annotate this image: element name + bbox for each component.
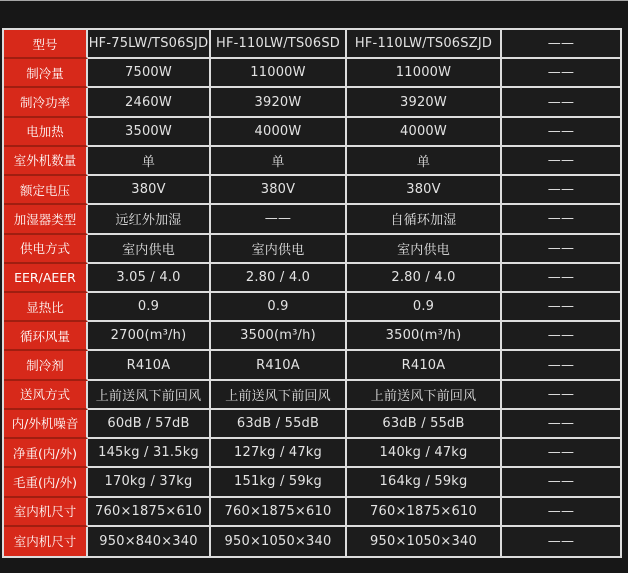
spec-cell-model-2: HF-110LW/TS06SD — [211, 30, 347, 59]
spec-cell-extra: —— — [502, 264, 620, 293]
spec-cell-model-2: 室内供电 — [211, 235, 347, 264]
table-row — [4, 176, 620, 205]
row-label: 型号 — [4, 30, 88, 59]
spec-cell-extra: —— — [502, 322, 620, 351]
spec-cell-model-3: HF-110LW/TS06SZJD — [347, 30, 502, 59]
spec-cell-extra: —— — [502, 88, 620, 117]
spec-cell-extra: —— — [502, 235, 620, 264]
spec-cell-model-1: 2460W — [88, 88, 211, 117]
spec-cell-model-2: 63dB / 55dB — [211, 410, 347, 439]
spec-cell-extra: —— — [502, 468, 620, 497]
spec-cell-model-3: 单 — [347, 147, 502, 176]
spec-cell-model-1: 145kg / 31.5kg — [88, 439, 211, 468]
spec-cell-model-3: 上前送风下前回风 — [347, 381, 502, 410]
table-row — [4, 322, 620, 351]
spec-cell-model-1: R410A — [88, 351, 211, 380]
spec-cell-model-3: 自循环加湿 — [347, 205, 502, 234]
table-row — [4, 235, 620, 264]
top-divider — [0, 0, 628, 1]
spec-cell-model-1: 3500W — [88, 118, 211, 147]
spec-cell-extra: —— — [502, 439, 620, 468]
spec-cell-extra: —— — [502, 351, 620, 380]
spec-cell-extra: —— — [502, 59, 620, 88]
row-label: 制冷功率 — [4, 88, 88, 117]
row-label: 送风方式 — [4, 381, 88, 410]
spec-cell-model-1: 60dB / 57dB — [88, 410, 211, 439]
spec-cell-model-1: 3.05 / 4.0 — [88, 264, 211, 293]
row-label: 电加热 — [4, 118, 88, 147]
row-label: 毛重(内/外) — [4, 468, 88, 497]
spec-cell-model-1: 2700(m³/h) — [88, 322, 211, 351]
spec-cell-model-1: 上前送风下前回风 — [88, 381, 211, 410]
spec-cell-model-2: 760×1875×610 — [211, 498, 347, 527]
spec-cell-model-2: 151kg / 59kg — [211, 468, 347, 497]
row-label: 内/外机噪音 — [4, 410, 88, 439]
spec-cell-model-1: HF-75LW/TS06SJD — [88, 30, 211, 59]
spec-cell-model-2: 3500(m³/h) — [211, 322, 347, 351]
spec-cell-model-3: 4000W — [347, 118, 502, 147]
spec-cell-model-3: R410A — [347, 351, 502, 380]
spec-cell-extra: —— — [502, 30, 620, 59]
spec-cell-model-1: 950×840×340 — [88, 527, 211, 556]
spec-cell-model-1: 7500W — [88, 59, 211, 88]
row-label: 制冷量 — [4, 59, 88, 88]
row-label: 循环风量 — [4, 322, 88, 351]
spec-cell-model-1: 远红外加湿 — [88, 205, 211, 234]
spec-cell-model-3: 164kg / 59kg — [347, 468, 502, 497]
spec-cell-model-1: 170kg / 37kg — [88, 468, 211, 497]
spec-cell-model-3: 63dB / 55dB — [347, 410, 502, 439]
spec-cell-model-1: 室内供电 — [88, 235, 211, 264]
row-label: 室内机尺寸 — [4, 527, 88, 556]
row-label: 制冷剂 — [4, 351, 88, 380]
table-row — [4, 351, 620, 380]
table-row — [4, 88, 620, 117]
spec-cell-model-2: —— — [211, 205, 347, 234]
spec-cell-model-2: R410A — [211, 351, 347, 380]
spec-cell-model-3: 950×1050×340 — [347, 527, 502, 556]
row-label: 额定电压 — [4, 176, 88, 205]
table-row — [4, 293, 620, 322]
spec-cell-model-2: 单 — [211, 147, 347, 176]
spec-cell-extra: —— — [502, 147, 620, 176]
table-row — [4, 498, 620, 527]
row-label: 室内机尺寸 — [4, 498, 88, 527]
spec-cell-extra: —— — [502, 498, 620, 527]
spec-cell-model-1: 单 — [88, 147, 211, 176]
spec-cell-extra: —— — [502, 410, 620, 439]
row-label: EER/AEER — [4, 264, 88, 293]
table-row — [4, 527, 620, 556]
table-row — [4, 30, 620, 59]
table-row — [4, 147, 620, 176]
spec-table — [2, 28, 622, 558]
spec-cell-model-2: 上前送风下前回风 — [211, 381, 347, 410]
spec-cell-model-2: 127kg / 47kg — [211, 439, 347, 468]
table-row — [4, 118, 620, 147]
spec-cell-model-1: 760×1875×610 — [88, 498, 211, 527]
table-row — [4, 439, 620, 468]
spec-cell-extra: —— — [502, 293, 620, 322]
spec-cell-extra: —— — [502, 527, 620, 556]
spec-cell-extra: —— — [502, 381, 620, 410]
row-label: 供电方式 — [4, 235, 88, 264]
spec-cell-model-3: 3500(m³/h) — [347, 322, 502, 351]
spec-cell-model-2: 3920W — [211, 88, 347, 117]
spec-cell-model-3: 760×1875×610 — [347, 498, 502, 527]
row-label: 室外机数量 — [4, 147, 88, 176]
table-row — [4, 410, 620, 439]
spec-cell-model-3: 3920W — [347, 88, 502, 117]
spec-cell-model-2: 950×1050×340 — [211, 527, 347, 556]
table-row — [4, 205, 620, 234]
spec-cell-model-2: 0.9 — [211, 293, 347, 322]
spec-cell-extra: —— — [502, 176, 620, 205]
table-row — [4, 59, 620, 88]
spec-cell-extra: —— — [502, 205, 620, 234]
spec-cell-extra: —— — [502, 118, 620, 147]
spec-cell-model-3: 11000W — [347, 59, 502, 88]
row-label: 净重(内/外) — [4, 439, 88, 468]
spec-cell-model-3: 140kg / 47kg — [347, 439, 502, 468]
row-label: 显热比 — [4, 293, 88, 322]
spec-cell-model-3: 室内供电 — [347, 235, 502, 264]
spec-cell-model-3: 380V — [347, 176, 502, 205]
spec-cell-model-2: 4000W — [211, 118, 347, 147]
spec-cell-model-3: 2.80 / 4.0 — [347, 264, 502, 293]
spec-cell-model-1: 0.9 — [88, 293, 211, 322]
table-row — [4, 264, 620, 293]
spec-cell-model-1: 380V — [88, 176, 211, 205]
table-row — [4, 381, 620, 410]
spec-cell-model-2: 2.80 / 4.0 — [211, 264, 347, 293]
spec-cell-model-2: 11000W — [211, 59, 347, 88]
row-label: 加湿器类型 — [4, 205, 88, 234]
table-row — [4, 468, 620, 497]
spec-cell-model-2: 380V — [211, 176, 347, 205]
spec-cell-model-3: 0.9 — [347, 293, 502, 322]
